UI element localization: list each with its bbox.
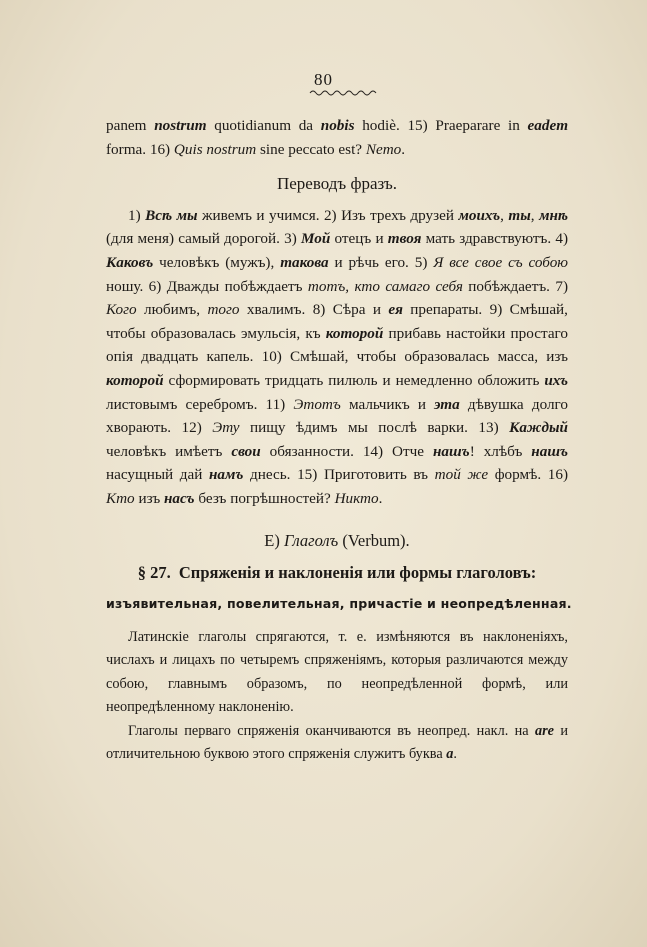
emphasized-text: нашъ <box>433 442 470 460</box>
translation-heading: Переводъ фразъ. <box>276 174 397 194</box>
section-title <box>106 562 568 584</box>
emphasized-text: той же <box>434 466 489 484</box>
text-run: мать здравствуютъ. 4) <box>421 230 568 248</box>
subheading-letter: E) <box>264 530 284 550</box>
emphasized-text: are <box>534 722 555 739</box>
text-run: дѣвушка долго хворають. 12) <box>106 395 568 437</box>
section-number: § 27. <box>137 563 171 583</box>
text-run: мальчикъ и <box>340 395 435 413</box>
page-number: 80 <box>314 70 333 89</box>
emphasized-text: намъ <box>208 466 244 484</box>
text-run: человѣкъ имѣетъ <box>106 442 232 460</box>
emphasized-text: a <box>446 746 454 763</box>
emphasized-text: того <box>207 301 240 319</box>
text-run: и отличительною буквою этого спряженія служитъ буква <box>106 722 569 763</box>
text-run: прибавь настойки простаго опія двадцать капель. 10) Смѣшай, чтобы образовалась масса, изъ <box>106 324 568 366</box>
text-run: человѣкъ (мужъ), <box>153 253 281 271</box>
text-run: , <box>530 206 540 224</box>
emphasized-text: которой <box>106 371 164 389</box>
text-run: , <box>500 206 509 224</box>
ornament-divider <box>308 88 378 96</box>
first-conjugation-paragraph <box>106 720 568 767</box>
text-run: насущный дай <box>106 466 209 484</box>
text-run: Глаголы перваго спряженія оканчиваются въ неопред. накл. на <box>128 722 535 739</box>
text-run: . <box>378 489 383 507</box>
emphasized-text: такова <box>280 253 329 271</box>
emphasized-text: эта <box>434 395 460 413</box>
text-run: . <box>401 140 406 158</box>
section-title-text: Спряженія и наклоненія или формы глаголовъ: <box>178 563 537 583</box>
emphasized-text: Nemo <box>365 140 402 158</box>
text-run: quotidianum da <box>206 117 321 134</box>
emphasized-text: nostrum <box>154 117 207 134</box>
emphasized-text: ты <box>508 206 531 224</box>
emphasized-text: Никто <box>334 489 379 507</box>
emphasized-text: которой <box>325 324 384 342</box>
emphasized-text: насъ <box>163 489 195 507</box>
text-run: листовымъ серебромъ. 11) <box>106 395 294 413</box>
emphasized-text: Этотъ <box>293 395 341 413</box>
text-run: изъ <box>134 489 164 507</box>
emphasized-text: Я все свое съ собою <box>433 253 569 271</box>
emphasized-text: nobis <box>320 117 355 134</box>
text-run: . <box>453 746 457 763</box>
text-run: пищу ѣдимъ мы послѣ варки. 13) <box>239 419 510 437</box>
emphasized-text: Кого <box>106 301 137 319</box>
text-run: хвалимъ. 8) Сѣра и <box>239 301 389 319</box>
text-run: живемъ и учимся. 2) Изъ трехъ друзей <box>197 206 459 224</box>
text-run: безъ погрѣшностей? <box>194 489 335 507</box>
text-run: forma. 16) <box>106 140 174 158</box>
emphasized-text: eadem <box>527 117 569 134</box>
emphasized-text: тотъ, кто самаго себя <box>307 277 463 295</box>
emphasized-text: Каковъ <box>106 253 154 271</box>
emphasized-text: ихъ <box>544 371 568 389</box>
text-run: panem <box>106 117 155 134</box>
emphasized-text: твоя <box>387 230 422 248</box>
text-run: любимъ, <box>136 301 208 319</box>
emphasized-text: nostrum <box>206 140 257 158</box>
text-run: отецъ и <box>330 230 388 248</box>
emphasized-text: Всѣ мы <box>145 206 198 224</box>
text-run: sine peccato est? <box>256 140 366 158</box>
text-run: побѣждаетъ. 7) <box>462 277 569 295</box>
text-run: формѣ. 16) <box>488 466 568 484</box>
emphasized-text: ея <box>388 301 403 319</box>
emphasized-text: нашъ <box>531 442 568 460</box>
text-run: 1) <box>128 206 146 224</box>
text-run: днесь. 15) Приготовить въ <box>243 466 435 484</box>
translation-paragraph <box>106 204 568 511</box>
latin-paragraph <box>106 114 568 161</box>
emphasized-text: Эту <box>212 419 240 437</box>
text-run: hodiè. 15) Praeparare in <box>354 117 528 134</box>
emphasized-text: Кто <box>106 489 135 507</box>
emphasized-text: моихъ <box>458 206 501 224</box>
text-run: и рѣчь его. 5) <box>328 253 434 271</box>
subheading-word: Глаголъ <box>284 530 339 550</box>
text-run: ношу. 6) Дважды побѣждаетъ <box>106 277 308 295</box>
page-content <box>106 114 572 767</box>
emphasized-text: свои <box>231 442 261 460</box>
text-run: сформировать тридцать пилюль и немедленно обложить <box>163 371 545 389</box>
emphasized-text: Мой <box>300 230 331 248</box>
text-run: (для меня) самый дорогой. 3) <box>106 230 301 248</box>
conjugation-paragraph: Латинскіе глаголы спрягаются, т. е. измѣняются въ наклоненіяхъ, числахъ и лицахъ по четыремъ спряженіямъ, которыя различаются между собою, главнымъ образомъ, по неопредѣленной формѣ, или неопредѣленному наклоненію. <box>106 628 568 716</box>
emphasized-text: мнѣ <box>539 206 569 224</box>
subheading-verbum <box>106 529 568 553</box>
subheading-latin: (Verbum). <box>338 530 410 550</box>
text-run: препараты. 9) Смѣшай, чтобы образовалась эмульсія, къ <box>106 301 568 342</box>
text-run: ! хлѣбъ <box>469 442 532 460</box>
emphasized-text: Каждый <box>509 419 568 437</box>
text-run: обязанности. 14) Отче <box>260 442 433 460</box>
emphasized-text: Quis <box>173 140 203 158</box>
verb-forms-line: изъявительная, повелительная, причастіе и неопредѣленная. <box>106 596 572 612</box>
